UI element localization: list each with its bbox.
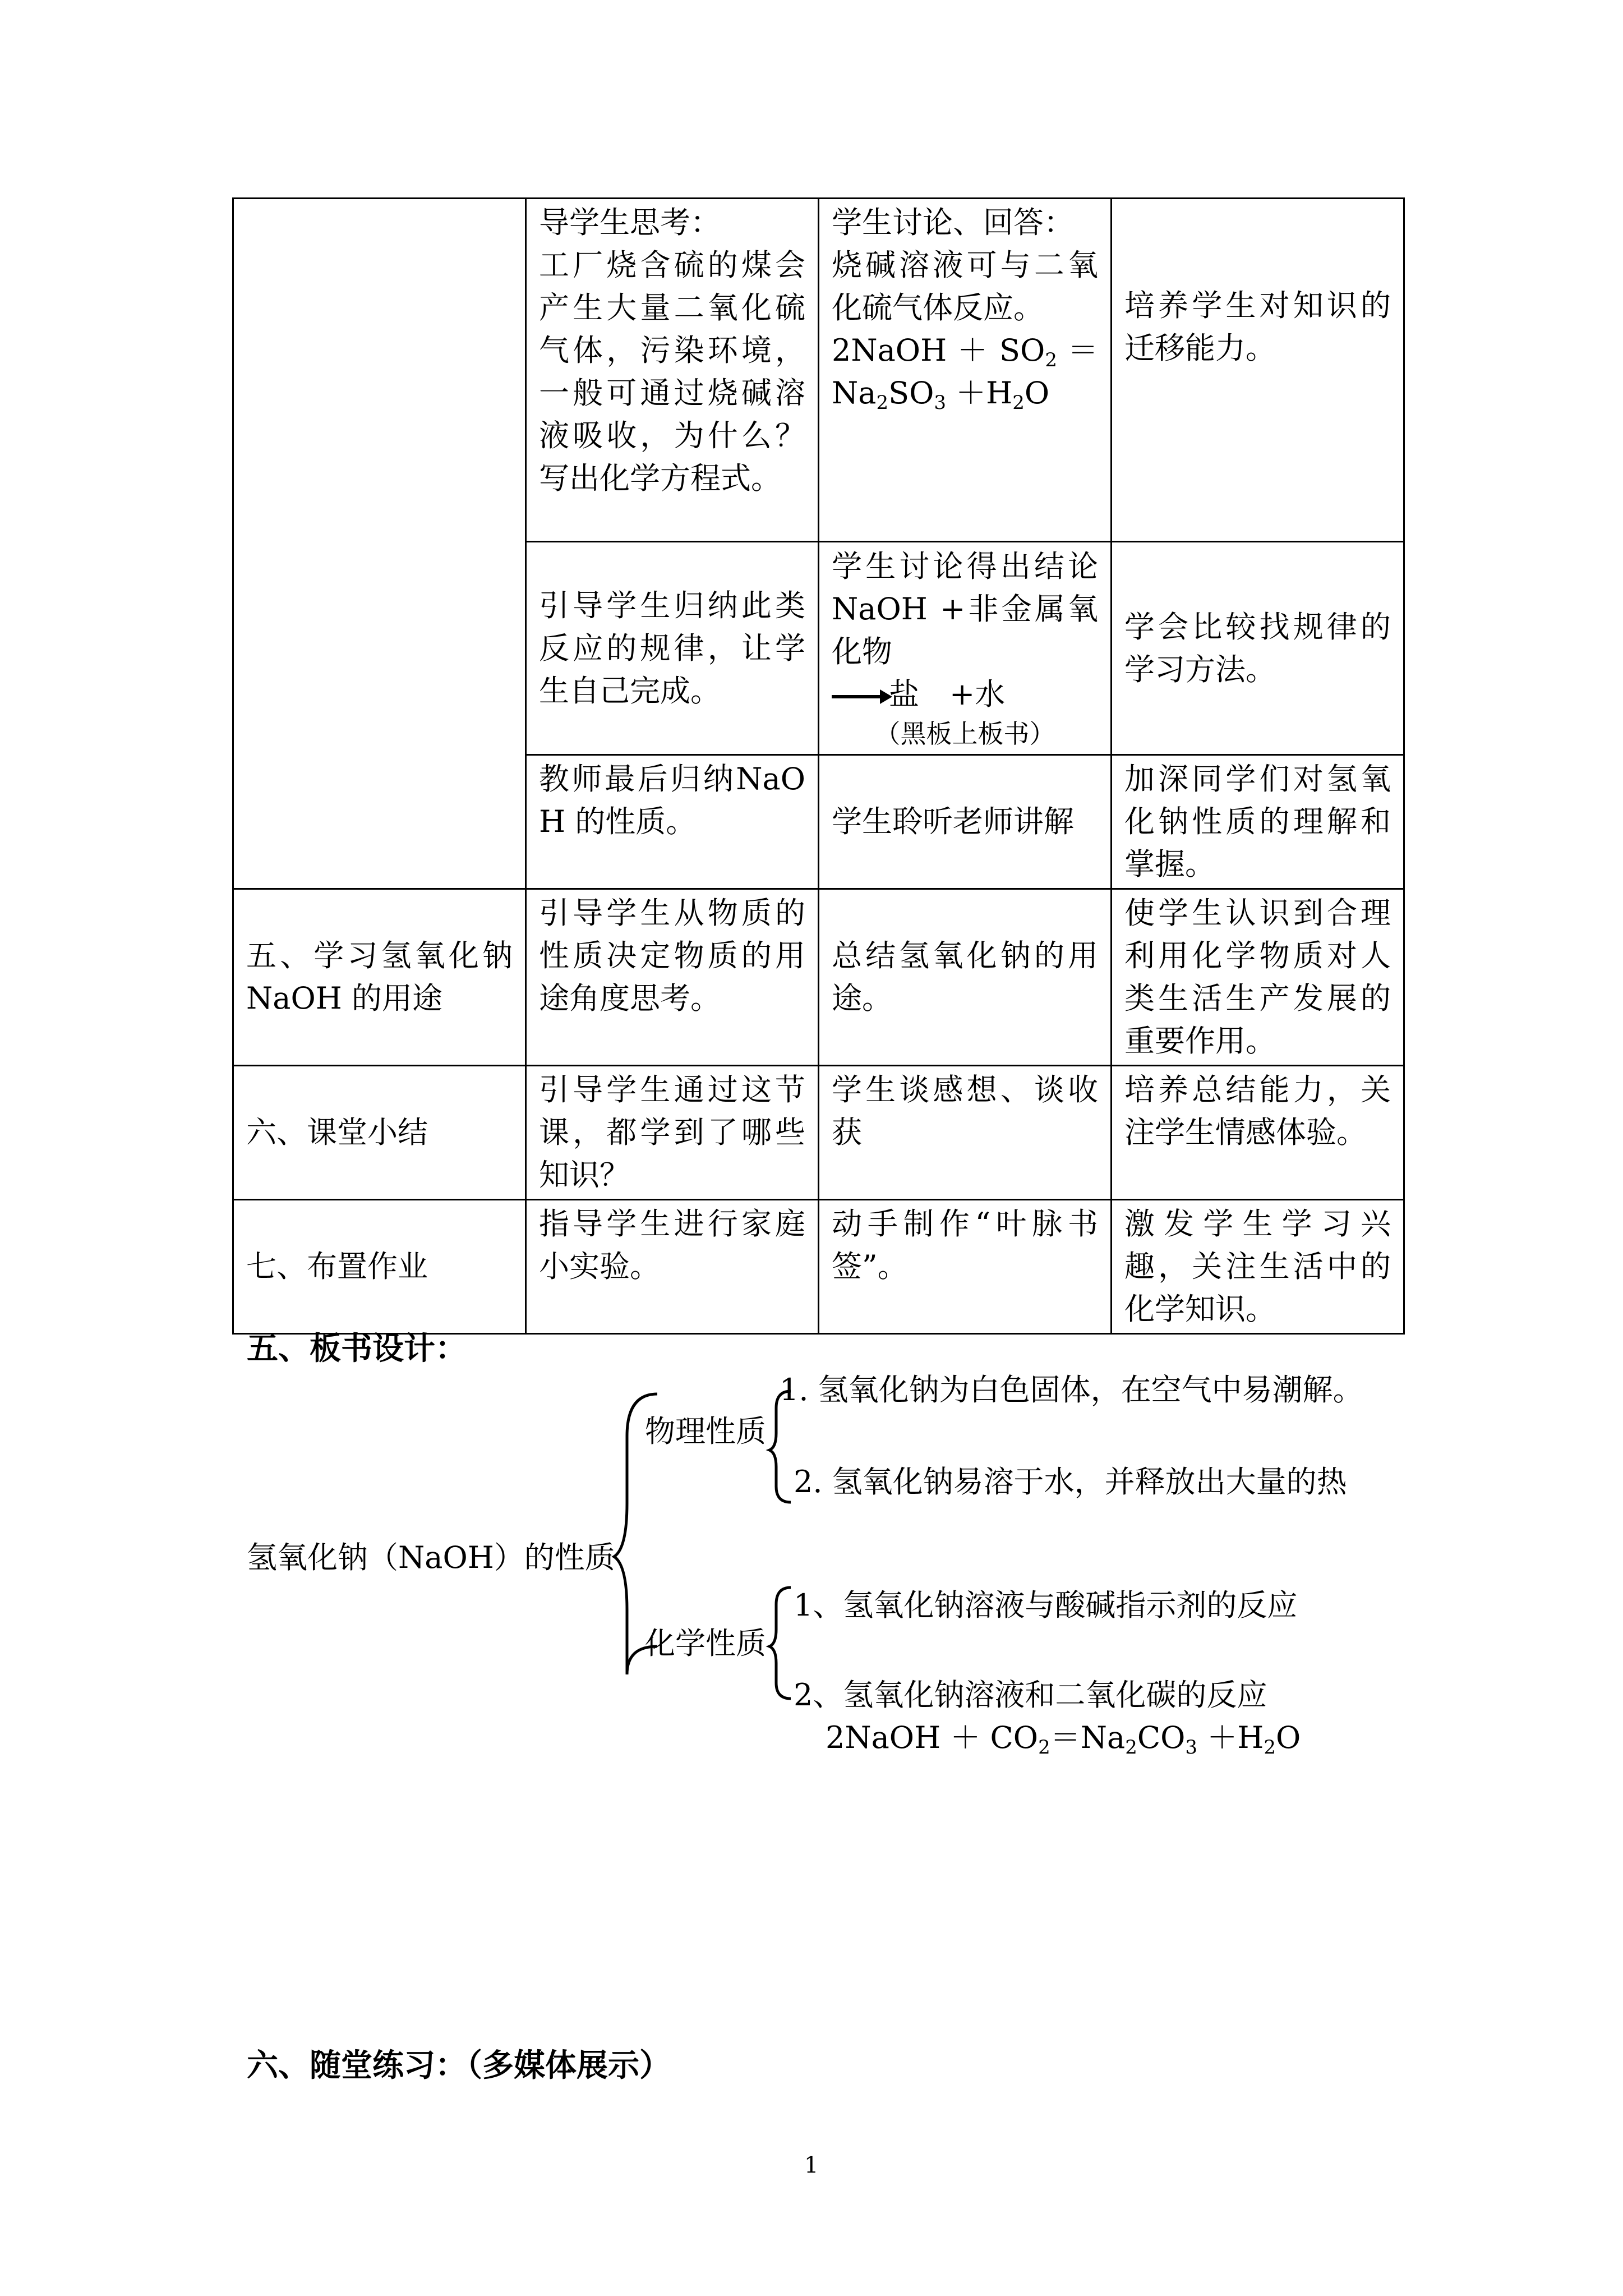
page-number: 1 <box>804 2152 819 2178</box>
board-root-label: 氢氧化钠（NaOH）的性质 <box>247 1540 615 1575</box>
teacher-activity-cell: 引导学生通过这节课，都学到了哪些知识？ <box>526 1066 819 1200</box>
physical-item: 2. 氢氧化钠易溶于水，并释放出大量的热 <box>794 1464 1347 1499</box>
stage-cell <box>233 199 526 889</box>
physical-item: 1. 氢氧化钠为白色固体，在空气中易潮解。 <box>780 1372 1363 1407</box>
reaction-result: 盐 +水 <box>832 673 1098 716</box>
student-activity-title: 学生讨论、回答： <box>832 205 1074 240</box>
co2-reaction-equation: 2NaOH ＋ $CO_2=Na_2CO_3 +H_2O$ <box>826 1720 1301 1759</box>
lesson-table <box>232 197 1405 1335</box>
chemical-properties-label: 化学性质 <box>645 1626 766 1661</box>
chemical-item: 1、氢氧化钠溶液与酸碱指示剂的反应 <box>794 1588 1298 1623</box>
table-row <box>233 1200 1404 1334</box>
table-row <box>233 199 1404 542</box>
student-activity-cell: 学生谈感想、谈收获 <box>819 1066 1112 1200</box>
stage-cell: 七、布置作业 <box>233 1200 526 1334</box>
teacher-activity-cell: 引导学生归纳此类反应的规律，让学生自己完成。 <box>526 542 819 755</box>
student-activity-text: 烧碱溶液可与二氧化硫气体反应。 <box>832 247 1098 325</box>
chemical-item: 2、氢氧化钠溶液和二氧化碳的反应 <box>794 1677 1267 1713</box>
design-intent-cell: 激发学生学习兴趣，关注生活中的化学知识。 <box>1112 1200 1404 1334</box>
student-activity-cell <box>819 542 1112 755</box>
stage-cell: 五、学习氢氧化钠NaOH 的用途 <box>233 889 526 1066</box>
design-intent-cell: 培养总结能力，关注学生情感体验。 <box>1112 1066 1404 1200</box>
board-design-heading: 五、板书设计： <box>247 1330 467 1367</box>
teacher-activity-cell <box>526 199 819 542</box>
teacher-activity-title: 导学生思考： <box>539 205 721 240</box>
practice-heading: 六、随堂练习：（多媒体展示） <box>247 2047 671 2084</box>
teacher-activity-cell: 指导学生进行家庭小实验。 <box>526 1200 819 1334</box>
teacher-activity-cell: 引导学生从物质的性质决定物质的用途角度思考。 <box>526 889 819 1066</box>
student-activity-cell: 总结氢氧化钠的用途。 <box>819 889 1112 1066</box>
chemical-brace <box>769 1588 791 1699</box>
design-intent-cell: 培养学生对知识的迁移能力。 <box>1112 199 1404 542</box>
design-intent-cell: 加深同学们对氢氧化钠性质的理解和掌握。 <box>1112 755 1404 889</box>
student-activity-cell: 学生聆听老师讲解 <box>819 755 1112 889</box>
blackboard-note: （黑板上板书） <box>874 718 1055 749</box>
student-activity-cell <box>819 199 1112 542</box>
table-row <box>233 889 1404 1066</box>
design-intent-cell: 学会比较找规律的学习方法。 <box>1112 542 1404 755</box>
stage-cell: 六、课堂小结 <box>233 1066 526 1200</box>
student-activity-text: 学生讨论得出结论 NaOH +非金属氧化物 <box>832 548 1098 669</box>
arrow-icon <box>832 695 883 698</box>
physical-properties-label: 物理性质 <box>645 1414 766 1449</box>
table-row <box>233 1066 1404 1200</box>
reaction-equation: 2NaOH ＋ $SO_2 = Na_2SO_3 +H_2O$ <box>832 333 1098 414</box>
teacher-activity-cell: 教师最后归纳NaOH 的性质。 <box>526 755 819 889</box>
teacher-activity-text: 工厂烧含硫的煤会产生大量二氧化硫气体，污染环境，一般可通过烧碱溶液吸收，为什么？写出化学方程式。 <box>539 247 805 496</box>
design-intent-cell: 使学生认识到合理利用化学物质对人类生活生产发展的重要作用。 <box>1112 889 1404 1066</box>
student-activity-cell: 动手制作“叶脉书签”。 <box>819 1200 1112 1334</box>
